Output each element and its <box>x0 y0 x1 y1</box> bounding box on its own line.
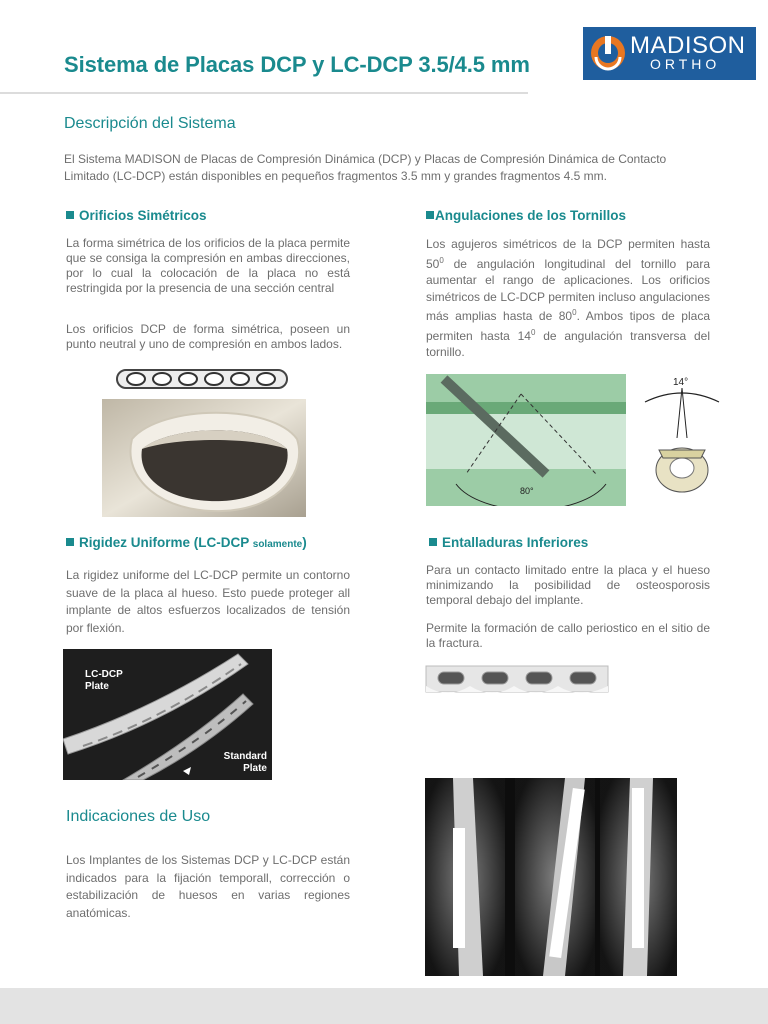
rigidez-heading-small: solamente <box>252 539 303 550</box>
angulaciones-text-b: de angulación longitudinal del tornillo para aumentar el rango de aplicaciones. Los orificios simétricos de LC-DCP permiten incluso angulaciones más amplias hasta de 80 <box>426 256 710 323</box>
square-bullet-icon <box>429 538 437 546</box>
rigidez-heading <box>66 535 307 550</box>
lcdcp-label-line1: LC-DCP <box>85 669 123 680</box>
square-bullet-icon <box>66 538 74 546</box>
indicaciones-heading: Indicaciones de Uso <box>66 808 211 825</box>
logo-text-madison: MADISON <box>630 32 746 59</box>
screw-angulation-diagram <box>426 374 626 506</box>
rigidez-para: La rigidez uniforme del LC-DCP permite un contorno suave de la placa al hueso. Esto puede proteger all implante de altos esfuerzos localizados de tensión por flexión. <box>66 568 350 635</box>
undercut-plate-image <box>424 660 610 700</box>
orificios-heading <box>66 208 207 223</box>
entalladuras-para-2: Permite la formación de callo periostico en el sitio de la fractura. <box>426 621 710 650</box>
standard-plate-label <box>215 751 267 775</box>
description-text <box>64 151 724 185</box>
description-line-1: El Sistema MADISON de Placas de Compresión Dinámica (DCP) y Placas de Compresión Dinámica de Contacto <box>64 152 667 166</box>
footer-band <box>0 988 768 1024</box>
description-heading: Descripción del Sistema <box>64 115 236 132</box>
rigidez-heading-end: ) <box>302 535 307 550</box>
standard-label-line1: Standard <box>223 751 267 762</box>
degree-sup-3: 0 <box>530 327 536 337</box>
title-divider <box>0 92 528 94</box>
angulaciones-para <box>426 236 710 361</box>
degree-sup-1: 0 <box>439 255 444 265</box>
entalladuras-para-1: Para un contacto limitado entre la placa y el hueso minimizando la posibilidad de osteosporosis temporal debajo del implante. <box>426 563 710 607</box>
orificios-para-2: Los orificios DCP de forma simétrica, poseen un punto neutral y uno de compresión en ambos lados. <box>66 322 350 351</box>
degree-sup-2: 0 <box>572 308 577 317</box>
rigidez-heading-text: Rigidez Uniforme (LC-DCP <box>79 535 253 550</box>
xray-image <box>425 778 677 976</box>
logo-text-ortho: ORTHO <box>650 56 721 72</box>
angle-label-14: 14° <box>673 377 689 388</box>
orificios-heading-text: Orificios Simétricos <box>79 208 207 223</box>
angulaciones-text-d: de angulación transversa del tornillo. <box>426 328 710 359</box>
lcdcp-label-line2: Plate <box>85 681 109 692</box>
square-bullet-icon <box>426 211 434 219</box>
lcdcp-plate-label <box>85 669 123 693</box>
transverse-angulation-diagram <box>641 374 723 498</box>
description-line-2: Limitado (LC-DCP) están disponibles en pequeños fragmentos 3.5 mm y grandes fragmentos 4.5 mm. <box>64 169 607 183</box>
angulaciones-heading-text: Angulaciones de los Tornillos <box>435 208 627 223</box>
angulaciones-heading <box>426 208 626 223</box>
angulaciones-text-a: Los agujeros simétricos de la DCP permiten hasta 50 <box>426 237 710 271</box>
angle-label-80: 80° <box>520 486 534 496</box>
page-title: Sistema de Placas DCP y LC-DCP 3.5/4.5 mm <box>64 52 530 77</box>
indicaciones-para: Los Implantes de los Sistemas DCP y LC-DCP están indicados para la fijación temporall, corrección o estabilización de huesos en varias regiones anatómicas. <box>66 853 350 920</box>
lcdcp-vs-standard-photo <box>63 649 272 780</box>
entalladuras-heading-text: Entalladuras Inferiores <box>442 535 589 550</box>
square-bullet-icon <box>66 211 74 219</box>
angulaciones-text-c: . Ambos tipos de placa permiten hasta 14 <box>426 309 710 343</box>
dcp-plate-image <box>116 368 288 390</box>
hole-closeup-photo <box>102 399 306 517</box>
standard-label-line2: Plate <box>243 763 267 774</box>
entalladuras-heading <box>429 535 588 550</box>
orificios-para-1: La forma simétrica de los orificios de la placa permite que se consiga la compresión en ambas direcciones, por lo cual la colocación de la placa no está restringida por la presencia de una sección central <box>66 236 350 295</box>
